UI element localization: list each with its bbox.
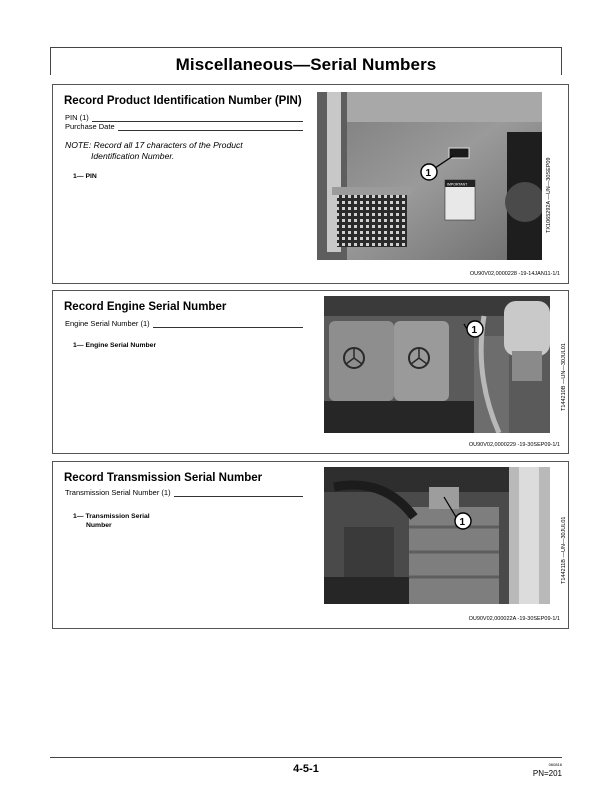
pin-field (65, 113, 303, 122)
engine-serial-field (65, 319, 303, 328)
transmission-photo (324, 467, 550, 604)
callout-transmission (73, 513, 150, 530)
footer-rule (50, 757, 562, 758)
section-engine (52, 290, 569, 454)
svg-text:1: 1 (471, 325, 478, 336)
callout-badge (455, 513, 471, 529)
field-label: Engine Serial Number (1) (65, 319, 150, 328)
callout-badge (467, 321, 483, 337)
doc-id: OU90V02,0000228 -19-14JAN11-1/1 (469, 271, 560, 277)
tractor-step-photo (317, 92, 542, 260)
title-rule (50, 47, 562, 48)
note-line-1: NOTE: Record all 17 characters of the Product (65, 140, 243, 150)
section-title: Record Product Identification Number (PIN) (64, 95, 302, 107)
revision-code: 060816 (548, 762, 562, 767)
callout-badge (421, 164, 437, 180)
photo-code: T144210B —UN—30JUL01 (561, 343, 567, 411)
photo-code: T144211B —UN—30JUL01 (561, 516, 567, 584)
callout-line-1: 1— Transmission Serial (73, 513, 150, 520)
doc-id: OU90V02,0000229 -19-30SEP09-1/1 (468, 442, 560, 448)
field-label: Purchase Date (65, 122, 115, 131)
callout-line-2: Number (86, 521, 112, 529)
section-transmission (52, 461, 569, 629)
section-title: Record Transmission Serial Number (64, 472, 263, 484)
sticker-text: IMPORTANT (447, 182, 468, 187)
page-title: Miscellaneous—Serial Numbers (175, 55, 437, 74)
field-line (92, 114, 303, 122)
field-line (174, 489, 303, 497)
field-label: Transmission Serial Number (1) (65, 488, 171, 497)
transmission-serial-field (65, 488, 303, 497)
note-line-2: Identification Number. (91, 150, 175, 161)
section-title: Record Engine Serial Number (64, 301, 227, 313)
field-line (153, 320, 303, 328)
callout-engine: 1— Engine Serial Number (73, 342, 157, 349)
field-label: PIN (1) (65, 113, 89, 122)
pn-label: PN=201 (532, 769, 562, 778)
section-pin (52, 84, 569, 284)
callout-pin: 1— PIN (73, 173, 97, 180)
page-number: 4-5-1 (293, 763, 319, 775)
field-line (118, 123, 303, 131)
svg-text:1: 1 (425, 168, 432, 179)
engine-photo (324, 296, 550, 433)
photo-code: TX1065292A —UN—30SEP09 (546, 157, 552, 233)
svg-text:1: 1 (459, 517, 466, 528)
doc-id: OU90V02,000022A -19-30SEP09-1/1 (468, 616, 560, 622)
note (65, 140, 290, 161)
purchase-date-field (65, 122, 303, 131)
